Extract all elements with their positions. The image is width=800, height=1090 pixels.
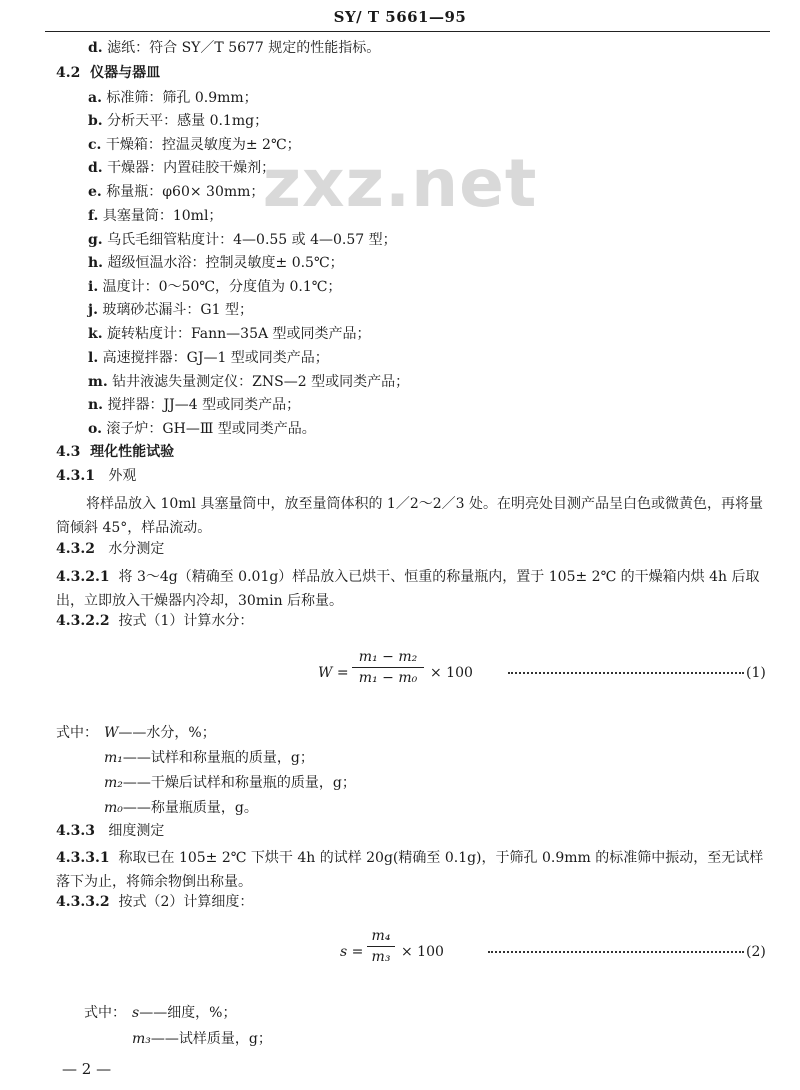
item-text: 分析天平：感量 0.1mg； xyxy=(107,113,269,129)
definition-item xyxy=(104,775,356,791)
item-label: h. xyxy=(88,255,104,271)
item-label: f. xyxy=(88,208,99,224)
formula-denominator: m₁ − m₀ xyxy=(358,670,418,686)
definition-item xyxy=(104,725,216,741)
item-label: c. xyxy=(88,137,102,153)
running-header: SY/ T 5661—95 xyxy=(333,8,467,26)
clause-number: 4.3.3.2 xyxy=(56,894,110,910)
list-item xyxy=(88,397,300,413)
leader-dots xyxy=(488,951,744,953)
item-text: 搅拌器：JJ—4 型或同类产品； xyxy=(107,397,301,413)
section-4-3-heading xyxy=(56,444,174,460)
section-title: 外观 xyxy=(108,468,137,484)
item-label: g. xyxy=(88,232,103,248)
formula-fraction xyxy=(352,649,424,686)
section-4-3-3-heading xyxy=(56,823,164,839)
equation-number: (2) xyxy=(746,944,766,960)
symbol: m₃ xyxy=(132,1031,151,1047)
section-4-3-2-heading xyxy=(56,541,164,557)
section-number: 4.3.2 xyxy=(56,541,95,557)
section-number: 4.3 xyxy=(56,444,81,460)
item-text: 玻璃砂芯漏斗：G1 型； xyxy=(102,302,253,318)
item-label: n. xyxy=(88,397,104,413)
fraction-bar xyxy=(352,667,424,668)
list-item xyxy=(88,302,253,318)
formula-denominator: m₃ xyxy=(371,949,391,965)
item-label: d. xyxy=(88,160,103,176)
definition: ——干燥后试样和称量瓶的质量，g； xyxy=(122,775,356,791)
list-item xyxy=(88,137,301,153)
list-item xyxy=(88,326,371,342)
definition: ——试样和称量瓶的质量，g； xyxy=(122,750,314,766)
item-label: j. xyxy=(88,302,98,318)
formula-lhs: s = xyxy=(340,944,364,960)
symbol: m₁ xyxy=(104,750,123,766)
item-label: d. xyxy=(88,40,103,56)
clause-text: 称取已在 105± 2℃ 下烘干 4h 的试样 20g(精确至 0.1g)，于筛孔 0.9mm 的标准筛中振动，至无试样落下为止，将筛余物倒出称量。 xyxy=(56,850,764,890)
item-label: k. xyxy=(88,326,103,342)
symbol: m₂ xyxy=(104,775,123,791)
clause-number: 4.3.3.1 xyxy=(56,850,110,866)
equation-number: (1) xyxy=(746,665,766,681)
symbol: s xyxy=(132,1005,140,1021)
item-label: a. xyxy=(88,90,102,106)
formula-factor: × 100 xyxy=(401,944,444,960)
item-text: 干燥箱：控温灵敏度为± 2℃； xyxy=(105,137,301,153)
item-text: 旋转粘度计：Fann—35A 型或同类产品； xyxy=(107,326,371,342)
clause-number: 4.3.2.2 xyxy=(56,613,110,629)
item-text: 称量瓶：φ60× 30mm； xyxy=(106,184,265,200)
item-text: 钻井液滤失量测定仪：ZNS—2 型或同类产品； xyxy=(112,374,410,390)
symbol: m₀ xyxy=(104,800,123,816)
item-label: m. xyxy=(88,374,108,390)
list-item xyxy=(88,160,275,176)
section-title: 仪器与器皿 xyxy=(90,65,161,81)
list-item xyxy=(88,184,264,200)
definition: ——称量瓶质量，g。 xyxy=(122,800,258,816)
item-text: 干燥器：内置硅胶干燥剂； xyxy=(107,160,276,176)
page-number: — 2 — xyxy=(62,1060,112,1078)
item-label: b. xyxy=(88,113,103,129)
moisture-procedure xyxy=(56,565,768,613)
where-intro: 式中： xyxy=(56,725,98,741)
list-item xyxy=(88,421,316,437)
filter-paper-item xyxy=(88,40,380,56)
definition-item xyxy=(104,750,314,766)
leader-dots xyxy=(508,672,744,674)
list-item xyxy=(88,208,222,224)
item-text: 乌氏毛细管粘度计：4—0.55 或 4—0.57 型； xyxy=(107,232,397,248)
clause-number: 4.3.2.1 xyxy=(56,569,110,585)
definition-item xyxy=(132,1031,272,1047)
watermark: zxz.net xyxy=(262,145,538,222)
clause-text: 按式（2）计算细度： xyxy=(118,894,254,910)
section-title: 理化性能试验 xyxy=(90,444,175,460)
item-text: 超级恒温水浴：控制灵敏度± 0.5℃； xyxy=(107,255,344,271)
section-title: 细度测定 xyxy=(108,823,165,839)
clause-text: 将 3～4g（精确至 0.01g）样品放入已烘干、恒重的称量瓶内，置于 105± 2℃ 的干燥箱内烘 4h 后取出，立即放入干燥器内冷却，30min 后称量。 xyxy=(56,569,760,609)
formula-factor: × 100 xyxy=(430,665,473,681)
item-text: 温度计：0～50℃，分度值为 0.1℃； xyxy=(102,279,342,295)
definition-item xyxy=(104,800,258,816)
item-text: 滚子炉：GH—Ⅲ 型或同类产品。 xyxy=(106,421,316,437)
definition: ——试样质量，g； xyxy=(150,1031,272,1047)
item-label: l. xyxy=(88,350,99,366)
definition: ——水分，%； xyxy=(118,725,216,741)
symbol: W xyxy=(104,725,119,741)
formula-1-intro xyxy=(56,613,253,629)
list-item xyxy=(88,350,329,366)
item-text: 滤纸：符合 SY／T 5677 规定的性能指标。 xyxy=(107,40,381,56)
fraction-bar xyxy=(367,946,395,947)
section-title: 水分测定 xyxy=(108,541,165,557)
definition: ——细度，%； xyxy=(139,1005,237,1021)
list-item xyxy=(88,90,258,106)
list-item xyxy=(88,279,341,295)
list-item xyxy=(88,113,268,129)
item-text: 高速搅拌器：GJ—1 型或同类产品； xyxy=(102,350,329,366)
header-rule xyxy=(45,31,770,32)
formula-2-intro xyxy=(56,894,253,910)
section-4-3-1-heading xyxy=(56,468,136,484)
formula-lhs: W = xyxy=(318,665,349,681)
formula-numerator: m₁ − m₂ xyxy=(358,649,418,665)
list-item xyxy=(88,374,409,390)
formula-fraction xyxy=(367,928,395,965)
item-label: o. xyxy=(88,421,102,437)
item-label: i. xyxy=(88,279,99,295)
item-label: e. xyxy=(88,184,102,200)
item-text: 标准筛：筛孔 0.9mm； xyxy=(106,90,258,106)
definition-item xyxy=(132,1005,237,1021)
fineness-procedure xyxy=(56,846,768,894)
item-text: 具塞量筒：10ml； xyxy=(102,208,223,224)
list-item xyxy=(88,255,344,271)
where-intro: 式中： xyxy=(84,1005,126,1021)
appearance-paragraph: 将样品放入 10ml 具塞量筒中，放至量筒体积的 1／2～2／3 处。在明亮处目测产品呈白色或微黄色，再将量筒倾斜 45°，样品流动。 xyxy=(56,496,763,536)
section-number: 4.2 xyxy=(56,65,81,81)
section-number: 4.3.3 xyxy=(56,823,95,839)
list-item xyxy=(88,232,397,248)
section-number: 4.3.1 xyxy=(56,468,95,484)
clause-text: 按式（1）计算水分： xyxy=(118,613,254,629)
formula-numerator: m₄ xyxy=(371,928,391,944)
section-4-2-heading xyxy=(56,65,160,81)
